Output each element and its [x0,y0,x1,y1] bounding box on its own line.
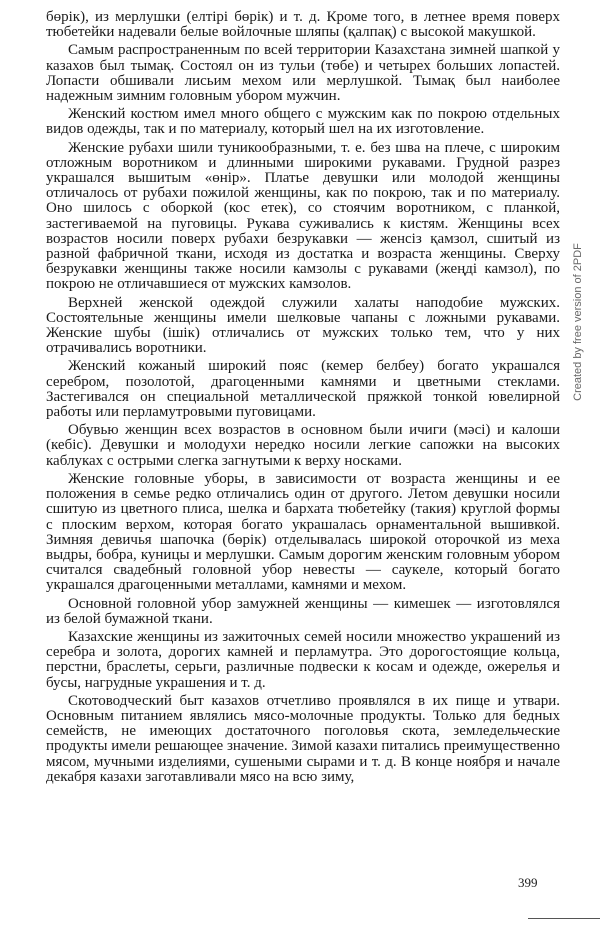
paragraph-7: Обувью женщин всех возрастов в основном были ичиги (мәсі) и калоши (кебіс). Девушки и молодухи нередко носили легкие сапожки на высоких каблуках с острыми слегка загнутыми к верху носками. [46,422,560,469]
bottom-rule [528,918,600,919]
paragraph-9: Основной головной убор замужней женщины — кимешек — изготовлялся из белой бумажной ткани. [46,595,560,627]
paragraph-8: Женские головные уборы, в зависимости от возраста женщины и ее положения в семье редко отличались один от другого. Летом девушки носили сшитую из цветного плиса, шелка и бархата тюбетейку (такия) круглой формы с плоским верхом, которая богато украшалась орнаментальной вышивкой. Зимняя девичья шапочка (бөрік) отделывалась широкой оторочкой из меха выдры, бобра, куницы и мерлушки. Самым дорогим женским головным убором считался свадебный головной убор невесты — саукеле, который богато украшался драгоценными металлами, камнями и мехом. [46,470,560,594]
paragraph-4: Женские рубахи шили туникообразными, т. е. без шва на плече, с широким отложным воротником и длинными широкими рукавами. Грудной разрез украшался вышитым «өнір». Платье девушки или молодой женщины отличалось от рубахи пожилой женщины, как по покрою, так и по материалу. Оно шилось с оборкой (кос етек), со стоячим воротником, с планкой, застегиваемой на пуговицы. Рукава суживались к кистям. Женщины всех возрастов носили поверх рубахи безрукавки — женсіз қамзол, сшитый из разной фабричной ткани, исходя из достатка и возраста женщины. Сверху безрукавки женщины также носили камзолы с рукавами (жеңді камзол), по покрою не отличавшиеся от мужских камзолов. [46,139,560,293]
paragraph-11: Скотоводческий быт казахов отчетливо проявлялся в их пище и утвари. Основным питанием являлись мясо-молочные продукты. Только для бедных семейств, не имеющих достаточного поголовья скота, земледельческие продукты имели решающее значение. Зимой казахи питались преимущественно мясом, мучными изделиями, сушеными сырами и т. д. В конце ноября и начале декабря казахи заготавливали мясо на всю зиму, [46,692,560,785]
page-text [46,10,560,785]
paragraph-1: бөрік), из мерлушки (елтірі бөрік) и т. д. Кроме того, в летнее время поверх тюбетейки надевали белые войлочные шляпы (қалпақ) с высокой макушкой. [46,9,560,41]
watermark: Created by free version of 2PDF [572,243,584,401]
paragraph-2: Самым распространенным по всей территории Казахстана зимней шапкой у казахов был тымақ. Состоял он из тульи (төбе) и четырех больших лопастей. Лопасти обшивали лисьим мехом или мерлушкой. Тымақ был наиболее надежным зимним головным убором мужчин. [46,42,560,105]
page-number: 399 [518,875,538,890]
paragraph-10: Казахские женщины из зажиточных семей носили множество украшений из серебра и золота, дорогих камней и перламутра. Это дорогостоящие кольца, перстни, браслеты, серьги, различные подвески к косам и одежде, ожерелья и бусы, нагрудные украшения и т. д. [46,628,560,691]
paragraph-6: Женский кожаный широкий пояс (кемер белбеу) богато украшался серебром, позолотой, драгоценными камнями и цветными стеклами. Застегивался он специальной металлической пряжкой тонкой ювелирной работы или перламутровыми пуговицами. [46,358,560,421]
paragraph-3: Женский костюм имел много общего с мужским как по покрою отдельных видов одежды, так и по материалу, который шел на их изготовление. [46,106,560,138]
paragraph-5: Верхней женской одеждой служили халаты наподобие мужских. Состоятельные женщины имели шелковые чапаны с ложными рукавами. Женские шубы (ішік) отличались от мужских только тем, что у них отрачивались воротники. [46,294,560,357]
